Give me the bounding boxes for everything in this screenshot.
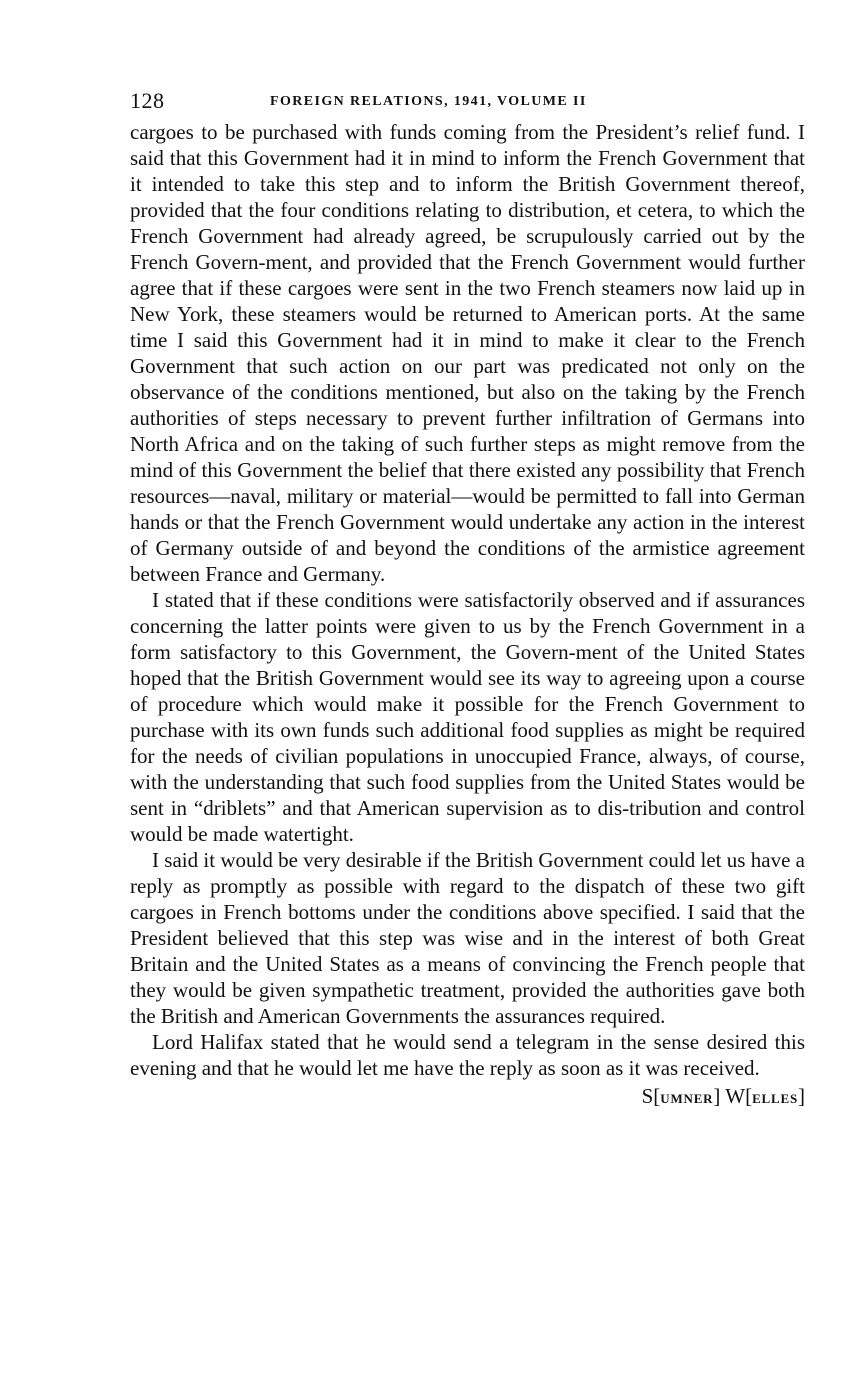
document-page — [130, 86, 805, 1112]
page-header — [130, 86, 805, 116]
paragraph-4: Lord Halifax stated that he would send a telegram in the sense desired this evening and that he would let me have the reply as soon as it was received. — [130, 1030, 805, 1080]
signature: S[UMNER] W[ELLES] — [641, 1084, 805, 1108]
paragraph-3: I said it would be very desirable if the British Government could let us have a reply as promptly as possible with regard to the dispatch of these two gift cargoes in French bottoms under the conditions above specified. I said that the President believed that this step was wise and in the interest of both Great Britain and the United States as a means of convincing the French people that they would be given sympathetic treatment, provided the authorities gave both the British and American Governments the assurances required. — [130, 848, 805, 1028]
signature-initial-s: S — [641, 1084, 654, 1108]
signature-initial-w: W — [725, 1084, 746, 1108]
paragraph-1: cargoes to be purchased with funds coming from the President’s relief fund. I said that this Government had it in mind to inform the French Government that it intended to take this step and to inform the British Government thereof, provided that the four conditions relating to distribution, et cetera, to which the French Government had already agreed, be scrupulously carried out by the French Govern-ment, and provided that the French Government would further agree that if these cargoes were sent in the two French steamers now laid up in New York, these steamers would be returned to American ports. At the same time I said this Government had it in mind to make it clear to the French Government that such action on our part was predicated not only on the observance of the conditions mentioned, but also on the taking by the French authorities of steps necessary to prevent further infiltration of Germans into North Africa and on the taking of such further steps as might remove from the mind of this Government the belief that there existed any possibility that French resources—naval, military or material—would be permitted to fall into German hands or that the French Government would undertake any action in the interest of Germany outside of and beyond the conditions of the armistice agreement between France and Germany. — [130, 120, 805, 586]
running-title: FOREIGN RELATIONS, 1941, VOLUME II — [270, 94, 587, 109]
signature-bracket-umner: UMNER — [660, 1091, 714, 1106]
paragraph-2: I stated that if these conditions were satisfactorily observed and if assurances concerning the latter points were given to us by the French Government in a form satisfactory to this Government, the Govern-ment of the United States hoped that the British Government would see its way to agreeing upon a course of procedure which would make it possible for the French Government to purchase with its own funds such additional food supplies as might be required for the needs of civilian populations in unoccupied France, always, of course, with the understanding that such food supplies from the United States would be sent in “driblets” and that American supervision as to dis-tribution and control would be made watertight. — [130, 588, 805, 846]
page-number: 128 — [130, 88, 165, 113]
signature-bracket-elles: ELLES — [752, 1091, 798, 1106]
